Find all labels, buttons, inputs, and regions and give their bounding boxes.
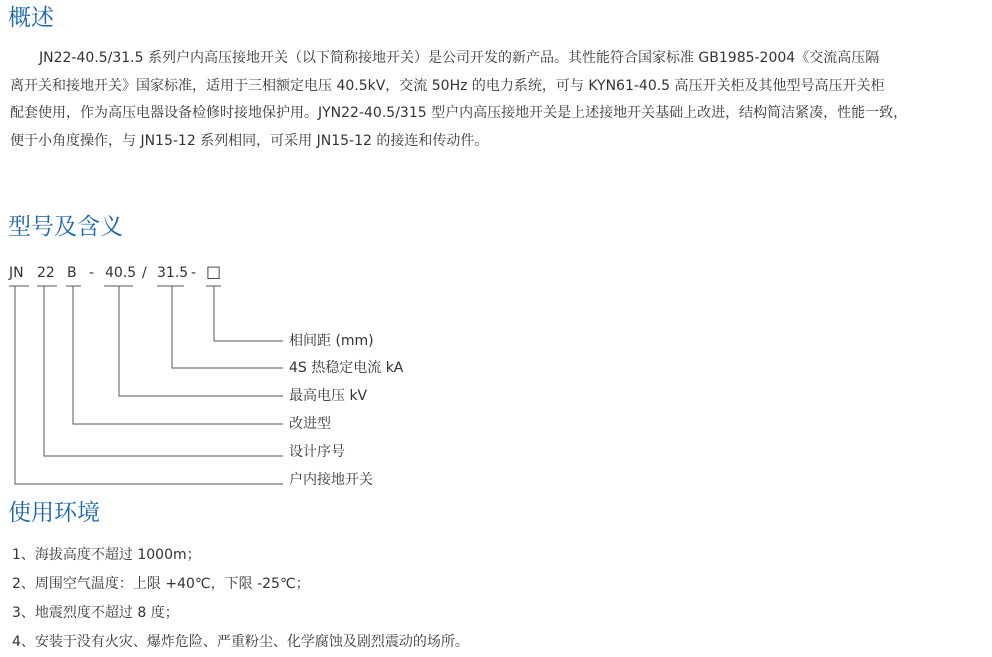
code-part-box: □	[206, 262, 222, 281]
environment-item: 2、周围空气温度：上限 +40℃，下限 -25℃；	[12, 576, 310, 592]
code-part-jn: JN	[9, 265, 24, 281]
bracket-b	[66, 286, 283, 424]
overview-line: JN22-40.5/31.5 系列户内高压接地开关（以下简称接地开关）是公司开发的新产品。其性能符合国家标准 GB1985-2004《交流高压隔	[39, 50, 880, 66]
code-part-dash: -	[191, 265, 197, 281]
meaning-indoor-earthing-switch: 户内接地开关	[289, 472, 373, 488]
code-part-slash: /	[142, 265, 147, 281]
bracket-spacing	[206, 286, 283, 341]
bracket-current	[157, 286, 283, 368]
code-part-dash: -	[89, 265, 95, 281]
code-part-b: B	[67, 265, 77, 281]
meaning-current: 4S 热稳定电流 kA	[289, 360, 404, 376]
overview-paragraph	[10, 45, 986, 155]
code-part-voltage: 40.5	[105, 265, 137, 281]
overview-heading: 概述	[8, 5, 54, 31]
overview-line: 离开关和接地开关》国家标准，适用于三相额定电压 40.5kV，交流 50Hz 的电力系统，可与 KYN61-40.5 高压开关柜及其他型号高压开关柜	[10, 77, 885, 94]
code-part-22: 22	[37, 265, 55, 281]
meaning-spacing: 相间距 (mm)	[289, 333, 374, 349]
code-part-current: 31.5	[157, 265, 189, 281]
environment-item: 1、海拔高度不超过 1000m；	[12, 547, 201, 563]
meaning-design-serial: 设计序号	[289, 444, 345, 460]
bracket-jn	[9, 286, 283, 484]
meaning-voltage: 最高电压 kV	[289, 388, 368, 404]
environment-item: 4、安装于没有火灾、爆炸危险、严重粉尘、化学腐蚀及剧烈震动的场所。	[12, 634, 469, 650]
bracket-22	[37, 286, 283, 456]
environment-heading: 使用环境	[8, 500, 100, 526]
meaning-improved: 改进型	[289, 416, 331, 432]
bracket-voltage	[104, 286, 283, 396]
overview-line: 便于小角度操作，与 JN15-12 系列相同，可采用 JN15-12 的接连和传动件。	[10, 132, 489, 149]
environment-item: 3、地震烈度不超过 8 度；	[12, 605, 179, 621]
overview-line: 配套使用，作为高压电器设备检修时接地保护用。JYN22-40.5/315 型户内高压接地开关是上述接地开关基础上改进，结构简洁紧凑，性能一致，	[10, 105, 908, 121]
model-heading: 型号及含义	[8, 214, 123, 240]
